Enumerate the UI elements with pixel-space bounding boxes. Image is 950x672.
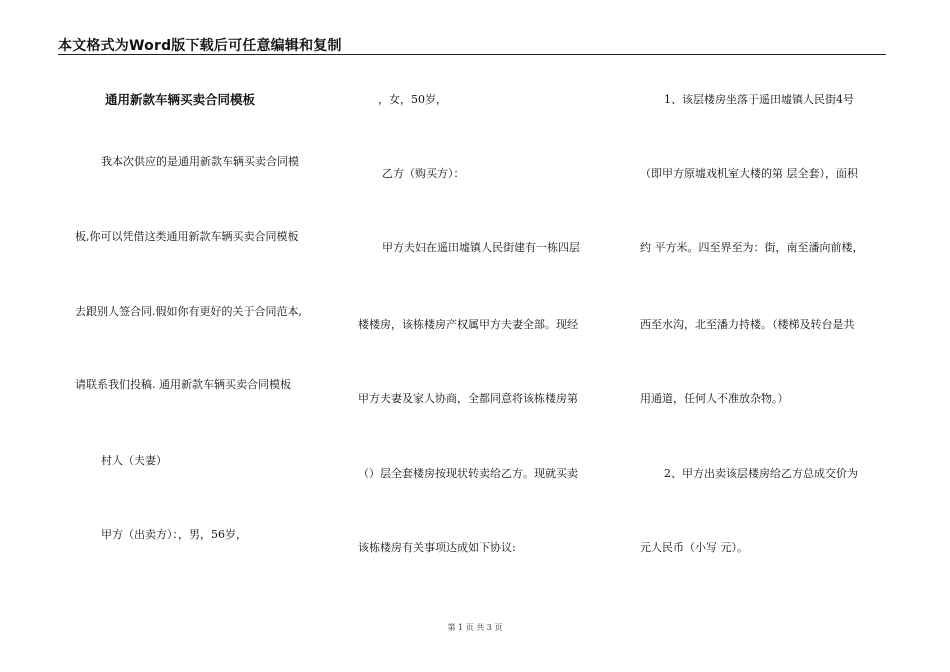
- paragraph-line: 村人（夫妻）: [101, 454, 167, 467]
- paragraph-line: 该栋楼房有关事项达成如下协议:: [358, 541, 516, 554]
- paragraph-line: 约 平方米。四至界至为：街，南至潘向前楼，: [640, 241, 864, 254]
- paragraph-line: （）层全套楼房按现状转卖给乙方。现就买卖: [358, 467, 578, 480]
- paragraph-line: ，女，50岁，: [378, 93, 447, 106]
- header-banner: 本文格式为Word版下载后可任意编辑和复制: [58, 38, 342, 54]
- document-title: 通用新款车辆买卖合同模板: [105, 92, 256, 107]
- paragraph-line: 2、甲方出卖该层楼房给乙方总成交价为: [664, 467, 858, 480]
- paragraph-line: 甲方（出卖方）：，男，56岁，: [101, 528, 247, 541]
- paragraph-line: 楼楼房，该栋楼房产权属甲方夫妻全部。现经: [358, 318, 578, 331]
- text-column-1: [75, 0, 325, 640]
- text-column-2: [358, 0, 608, 640]
- paragraph-line: 去跟别人签合同.假如你有更好的关于合同范本,: [75, 305, 302, 318]
- paragraph-line: 板,你可以凭借这类通用新款车辆买卖合同模板: [75, 230, 299, 243]
- paragraph-line: 甲方夫妻及家人协商，全都同意将该栋楼房第: [358, 392, 578, 405]
- paragraph-line: 西至水沟，北至潘力持楼。（楼梯及转台是共: [640, 318, 855, 331]
- paragraph-line: 元人民币（小写 元）。: [640, 541, 748, 554]
- paragraph-line: 用通道，任何人不准放杂物。）: [640, 392, 789, 405]
- paragraph-line: 乙方（购买方）：: [382, 167, 465, 180]
- paragraph-line: 我本次供应的是通用新款车辆买卖合同模: [101, 155, 299, 168]
- paragraph-line: （即甲方原墟戏机室大楼的第 层全套），面积: [640, 167, 858, 180]
- paragraph-line: 请联系我们投稿. 通用新款车辆买卖合同模板: [75, 378, 291, 391]
- paragraph-line: 1、该层楼房坐落于遥田墟镇人民街4号: [664, 93, 854, 106]
- text-column-3: [640, 0, 890, 640]
- page-indicator: 第 1 页 共 3 页: [447, 623, 503, 632]
- paragraph-line: 甲方夫妇在遥田墟镇人民街建有一栋四层: [382, 241, 580, 254]
